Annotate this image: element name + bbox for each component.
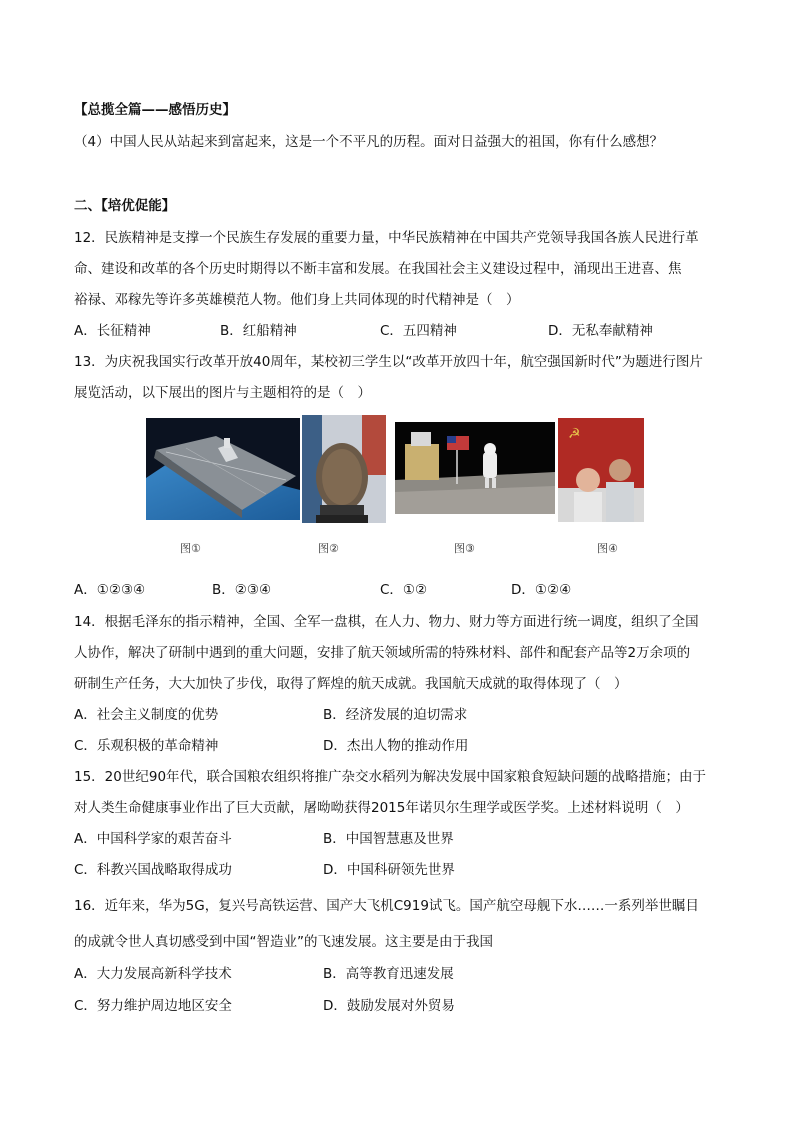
q14-option-a[interactable]: A．社会主义制度的优势 <box>74 707 219 723</box>
q15-option-d[interactable]: D．中国科研领先世界 <box>323 862 455 878</box>
q12-line-1: 12．民族精神是支撑一个民族生存发展的重要力量，中华民族精神在中国共产党领导我国各族人民进行革 <box>74 230 699 246</box>
cosmonauts-image <box>558 418 644 522</box>
q12-line-2: 命、建设和改革的各个历史时期得以不断丰富和发展。在我国社会主义建设过程中，涌现出王进喜、焦 <box>74 261 682 277</box>
caption-2: 图② <box>318 542 339 555</box>
q12-option-d[interactable]: D．无私奉献精神 <box>548 323 653 339</box>
q15-option-a[interactable]: A．中国科学家的艰苦奋斗 <box>74 831 232 847</box>
svg-text:☭: ☭ <box>568 426 581 442</box>
caption-3: 图③ <box>454 542 475 555</box>
question-4: （4）中国人民从站起来到富起来，这是一个不平凡的历程。面对日益强大的祖国，你有什么感想？ <box>74 134 664 150</box>
caption-1: 图① <box>180 542 201 555</box>
q13-line-1: 13．为庆祝我国实行改革开放40周年，某校初三学生以“改革开放四十年，航空强国新时代”为题进行图片 <box>74 354 703 370</box>
q13-option-a[interactable]: A．①②③④ <box>74 582 146 598</box>
q14-option-b[interactable]: B．经济发展的迫切需求 <box>323 707 468 723</box>
q14-option-c[interactable]: C．乐观积极的革命精神 <box>74 738 219 754</box>
moon-landing-image <box>395 422 555 514</box>
section-heading: 【总揽全篇——感悟历史】 <box>74 102 236 118</box>
q12-option-a[interactable]: A．长征精神 <box>74 323 151 339</box>
part-title: 二、【培优促能】 <box>74 198 176 214</box>
q12-option-b[interactable]: B．红船精神 <box>220 323 297 339</box>
q14-line-1: 14．根据毛泽东的指示精神，全国、全军一盘棋，在人力、物力、财力等方面进行统一调度，组织了全国 <box>74 614 699 630</box>
q15-line-1: 15．20世纪90年代，联合国粮农组织将推广杂交水稻列为解决发展中国家粮食短缺问题的战略措施；由于 <box>74 769 707 785</box>
q13-option-b[interactable]: B．②③④ <box>212 582 272 598</box>
q15-option-b[interactable]: B．中国智慧惠及世界 <box>323 831 454 847</box>
q16-option-d[interactable]: D．鼓励发展对外贸易 <box>323 998 455 1014</box>
q13-option-c[interactable]: C．①② <box>380 582 428 598</box>
q16-option-b[interactable]: B．高等教育迅速发展 <box>323 966 454 982</box>
q15-line-2: 对人类生命健康事业作出了巨大贡献，屠呦呦获得2015年诺贝尔生理学或医学奖。上述材料说明（ ） <box>74 800 689 816</box>
carrier-image <box>146 418 300 520</box>
q14-option-d[interactable]: D．杰出人物的推动作用 <box>323 738 469 754</box>
q16-option-c[interactable]: C．努力维护周边地区安全 <box>74 998 232 1014</box>
q16-line-2: 的成就令世人真切感受到中国“智造业”的飞速发展。这主要是由于我国 <box>74 934 493 950</box>
q15-option-c[interactable]: C．科教兴国战略取得成功 <box>74 862 232 878</box>
q12-option-c[interactable]: C．五四精神 <box>380 323 457 339</box>
q12-line-3: 裕禄、邓稼先等许多英雄模范人物。他们身上共同体现的时代精神是（ ） <box>74 292 520 308</box>
capsule-image <box>302 415 386 523</box>
q14-line-2: 人协作，解决了研制中遇到的重大问题，安排了航天领域所需的特殊材料、部件和配套产品等2万余项的 <box>74 645 691 661</box>
q13-line-2: 展览活动，以下展出的图片与主题相符的是（ ） <box>74 385 371 401</box>
q14-line-3: 研制生产任务，大大加快了步伐，取得了辉煌的航天成就。我国航天成就的取得体现了（ ） <box>74 676 628 692</box>
caption-4: 图④ <box>597 542 618 555</box>
q13-option-d[interactable]: D．①②④ <box>511 582 572 598</box>
q16-option-a[interactable]: A．大力发展高新科学技术 <box>74 966 232 982</box>
q16-line-1: 16．近年来，华为5G，复兴号高铁运营、国产大飞机C919试飞。国产航空母舰下水……一系列举世瞩目 <box>74 898 699 914</box>
